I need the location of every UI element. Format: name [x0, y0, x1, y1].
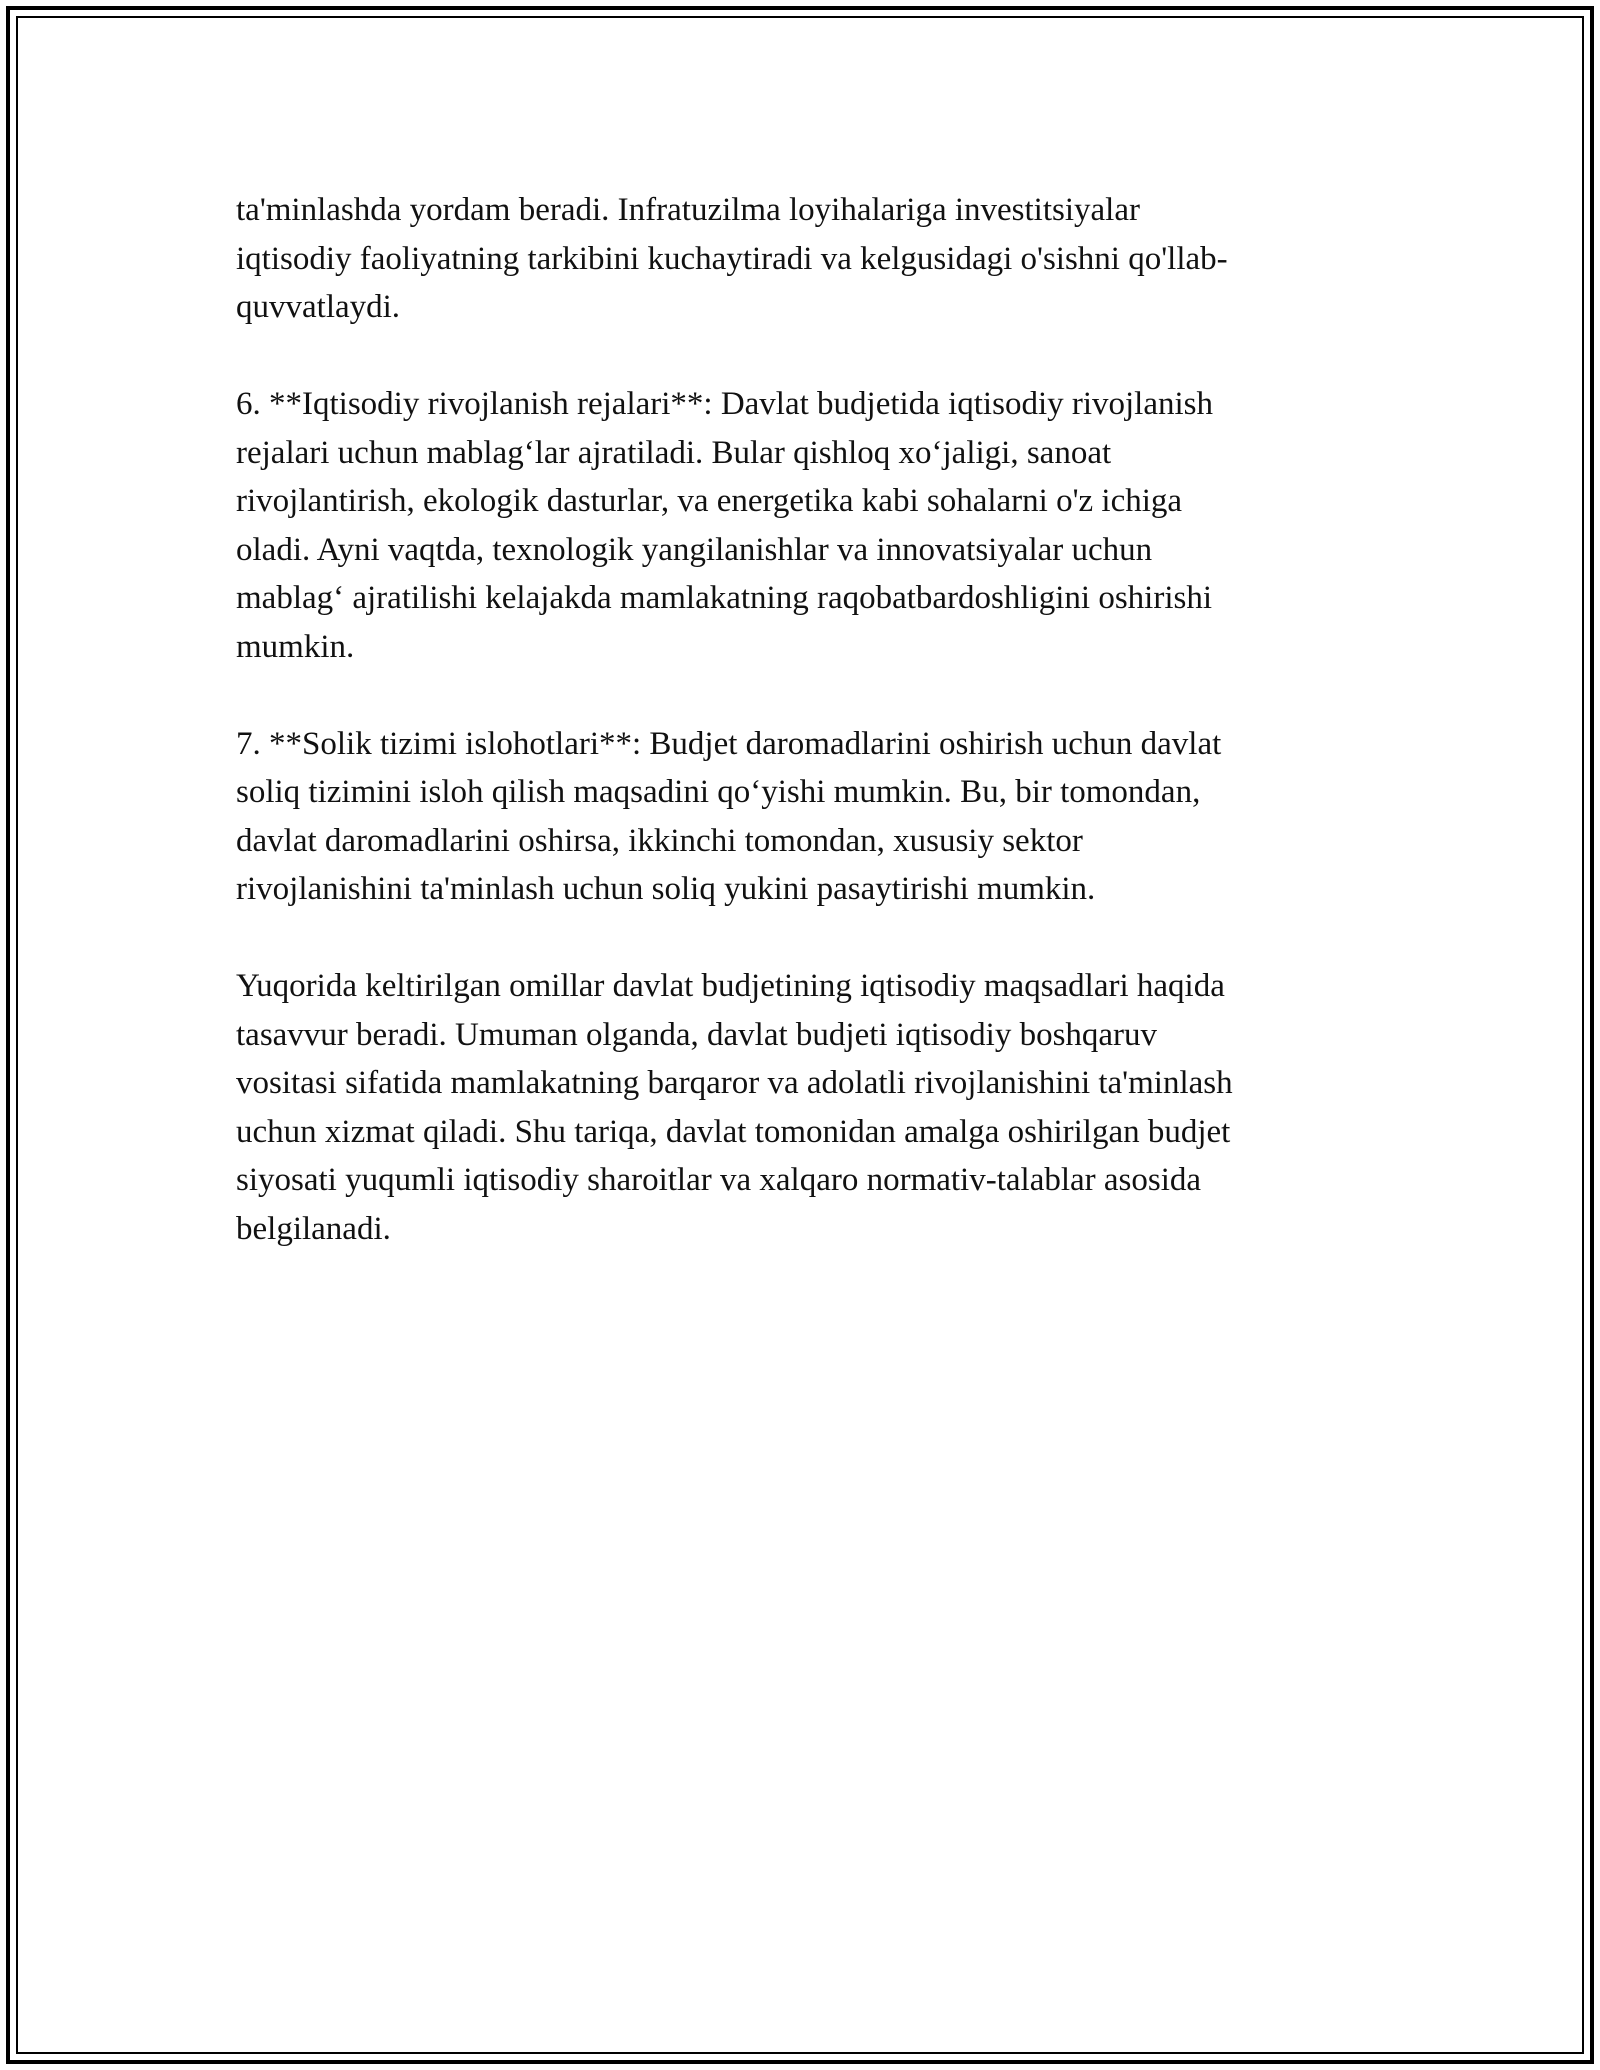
paragraph-tax-system-reforms: 7. **Solik tizimi islohotlari**: Budjet daromadlarini oshirish uchun davlat soliq tizimini isloh qilish maqsadini qo‘yishi mumkin. Bu, bir tomondan, davlat daromadlarini oshirsa, ikkinchi tomondan, xususiy sektor rivojlanishini ta'minlash uchun soliq yukini pasaytirishi mumkin.	[236, 725, 1222, 907]
paragraph-conclusion: Yuqorida keltirilgan omillar davlat budjetining iqtisodiy maqsadlari haqida tasavvur beradi. Umuman olganda, davlat budjeti iqtisodiy boshqaruv vositasi sifatida mamlakatning barqaror va adolatli rivojlanishini ta'minlash uchun xizmat qiladi. Shu tariqa, davlat tomonidan amalga oshirilgan budjet siyosati yuqumli iqtisodiy sharoitlar va xalqaro normativ-talablar asosida belgilanadi.	[236, 968, 1233, 1247]
paragraph-infrastructure-continuation: ta'minlashda yordam beradi. Infratuzilma loyihalariga investitsiyalar iqtisodiy faoliyatning tarkibini kuchaytiradi va kelgusidagi o'sishni qo'llab- quvvatlaydi.	[236, 192, 1228, 325]
paragraph-economic-development-plans: 6. **Iqtisodiy rivojlanish rejalari**: Davlat budjetida iqtisodiy rivojlanish rejalari uchun mablag‘lar ajratiladi. Bular qishloq xo‘jaligi, sanoat rivojlantirish, ekologik dasturlar, va energetika kabi sohalarni o'z ichiga oladi. Ayni vaqtda, texnologik yangilanishlar va innovatsiyalar uchun mablag‘ ajratilishi kelajakda mamlakatning raqobatbardoshligini oshirishi mumkin.	[236, 386, 1214, 665]
document-body	[236, 186, 1356, 1302]
